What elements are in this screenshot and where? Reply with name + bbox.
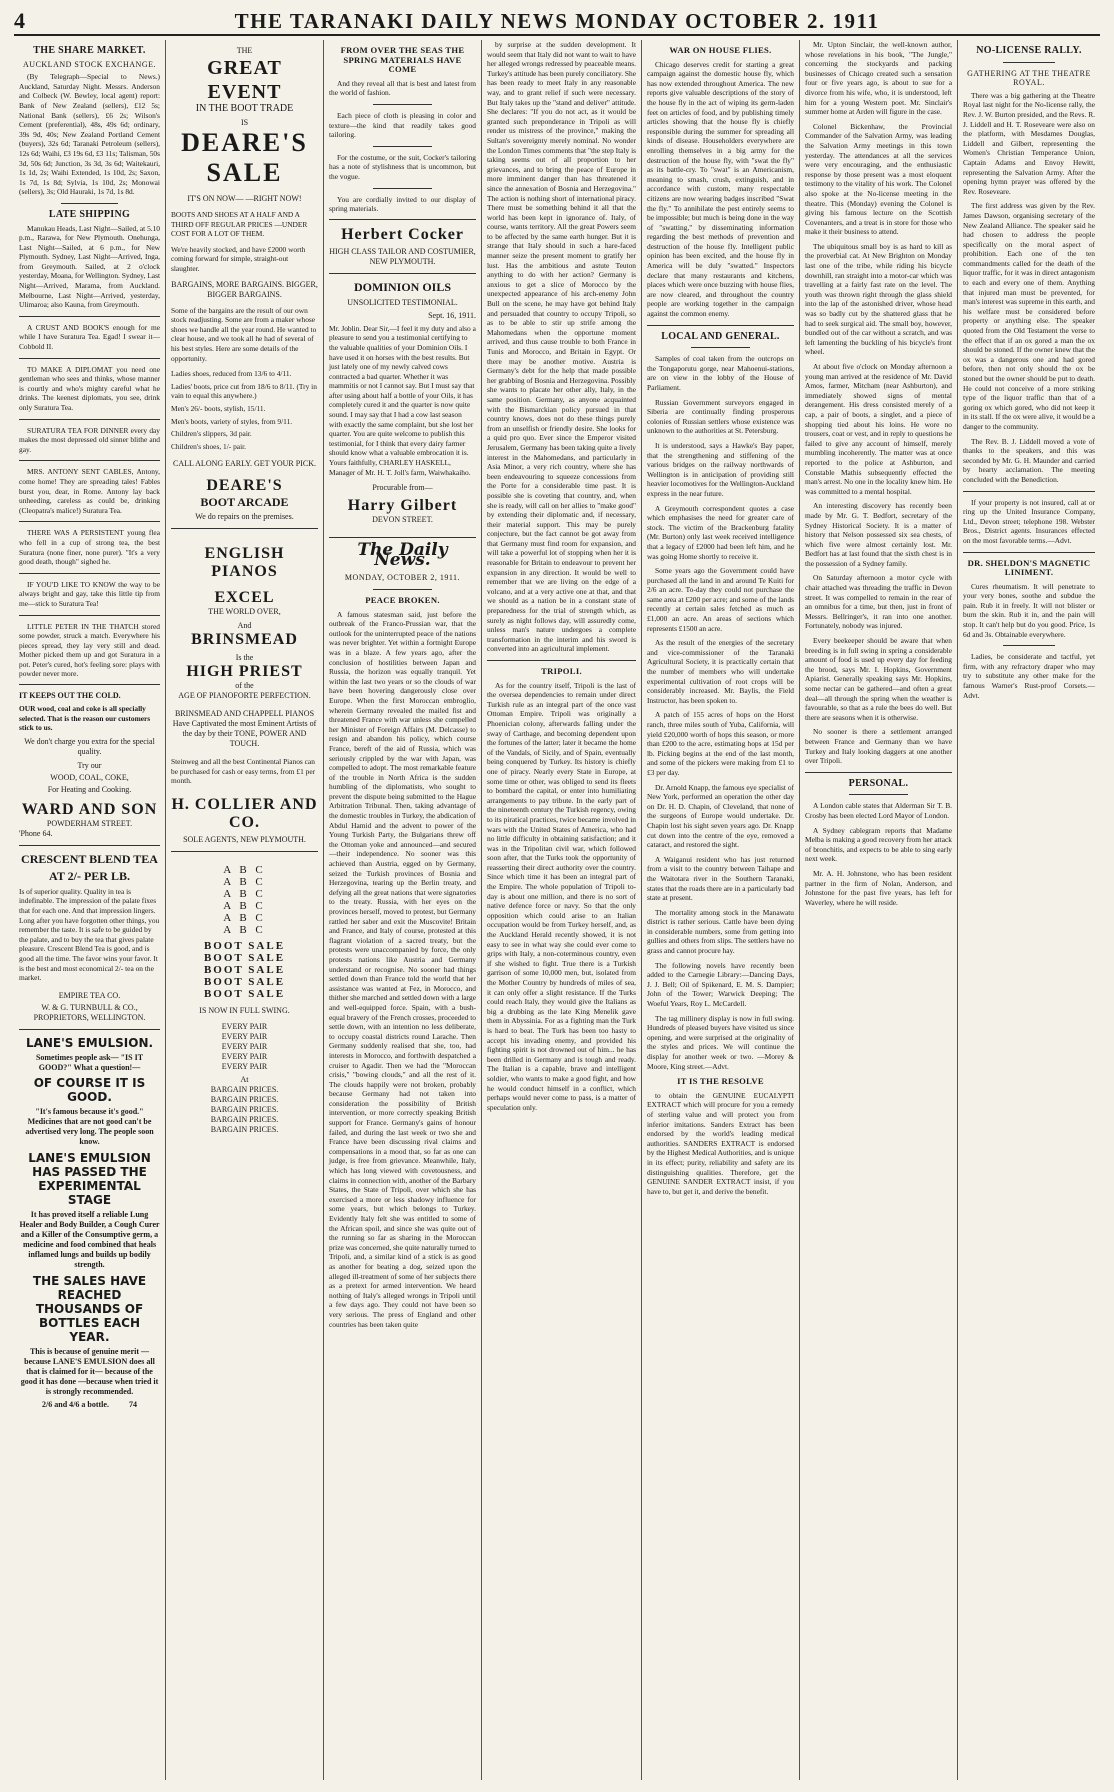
- news-item: Every beekeeper should be aware that when breeding is in full swing in spring a considerable amount of food is used up every day for feeding the brood, says Mr. I. Hopkins, Government Apiarist. Generally speaking says Mr. Hopkins, some nectar can be gathered—and often a great deal—all through the spring when the weather is favourable, so that as a rule the bees do well. But there are seasons when it is otherwise.: [805, 636, 952, 722]
- spring-p3: You are cordially invited to our display of spring materials.: [329, 194, 476, 214]
- editorial-text: A famous statesman said, just before the outbreak of the Franco-Prussian war, that the outlook for the uninterrupted peace of the nations was never brighter. Yet within a fortnight Europe was in a blaze. A few years ago, after the conclusion of hostilities between Japan and Russia, the horizon was equally tranquil. Yet within the last two years or so the clouds of war have been hovering dangerously close over Europe. When the first Moroccan embroglio, wherein Germany revealed the mailed fist and threatened France with war unless she compelled her Minister of Foreign Affairs (M. Delcasse) to resign and abandon his policy, which course France, bereft of the aid of Russia, which was seriously crippled by the war with Japan, was compelled to adopt. The most remarkable feature of the trouble in North Africa is the sudden humbling of the diplomatists, who sought to prevent the dispute being submitted to the Hague Arbitration Tribunal. Then, taking advantage of the domestic troubles in Turkey, the abdication of Abdul Hamid and the advent to power of the Young Turkish Party, the Bulgarians threw off the Ottoman yoke and announced—and secured —their independence. No sooner was this achieved than Austria, egged on by Germany, seized the Turkish provinces of Bosnia and Herzegovina, tearing up the Berlin treaty, and defying all the great nations that were signatories to the treaty. Russia, with her eyes on the provinces herself, moved to protest, but Germany rattled her saber and exit the Muscovite! Britain and France, and Italy of course, protested at this flagrant violation of a sacred treaty, but the protests were unaccompanied by force, the only protests nations like Austria and Germany understand or recognise. No sooner had things settled down than France told the world that her assistance was wanted at Fez, in Morocco, and thither she marched and settled down with a large and well-equipped force. Spain, with a bush-equal bravery of the French crosses, proceeded to settle down, with an intention no less deliberate, to occupy coastal districts round Larache. Then Germany suddenly realised that she, too, had interests in Morocco, and forthwith despatched a cruiser to Agadir. Then we had the "Moroccan crisis," "bowing clouds," and all the rest of it. The clouds happily were not broken, probably because Germany had not taken into consideration the possibility of British intervention, or more correctly speaking British support for France. Germany's gains of honour failed, and during the last week or two she and France have been discussing rival claims and compensations in a mood that, so far as one can judge, is free from grievance. Meanwhile, Italy, which has long viewed with covetousness, and claims in connection with, another of the Barbary States, the State of Tripoli, over which she has exercised a more or less shadowy influence for some years, but which belongs to Turkey. Evidently Italy felt she was entitled to some of the African spoil, and since she was quite out of the running so far as sharing in the Moroccan prize was concerned, she quite naturally turned to Tripoli, and, a similar kind of a stick is as good as another for beating a dog, seized upon the alleged ill-treatment of some of her subjects there as a pretext for armed intervention. We heard nothing of Italy's alleged wrongs in Tripoli until a few days ago. They could not have been so very serious. The press of England and other countries has been taken quite: [329, 609, 476, 1329]
- lanes-body: "It's famous because it's good." Medicines that are not good can't be advertised very long. The people soon know.: [25, 1106, 154, 1146]
- lanes-sales: THE SALES HAVE REACHED THOUSANDS OF BOTTLES EACH YEAR.: [32, 1273, 147, 1344]
- shipping-report: Manukau Heads, Last Night—Sailed, at 5.10 p.m., Rarawa, for New Plymouth. Onehunga, Last Night—Sailed, at 6 p.m., for New Plymouth. Sydney, Last Night—Arrived, Inga, from Greymouth. Sailed, at 2 o'clock yesterday, Moana, for Wellington. Sydney, Last Night—Arrived, Marama, from Auckland. Melbourne, Last Night—Arrived, yesterday, Ulimaroa; also Kauna, from Greymouth.: [19, 223, 161, 310]
- boots-half-off: BOOTS AND SHOES AT A HALF AND A THIRD OFF REGULAR PRICES —UNDER COST FOR A LOT OF THEM.: [171, 210, 308, 239]
- and-word: And: [237, 621, 252, 631]
- lanes-footer: This is because of genuine merit —because LANE'S EMULSION does all that is claimed for it— because of the good it has done —because when tried it is strongly recommended.: [20, 1346, 159, 1396]
- coal-body: OUR wood, coal and coke is all specially selected. That is the reason our customers stick to us.: [19, 704, 151, 733]
- ad-is: IS: [240, 118, 249, 127]
- sole-agents: SOLE AGENTS, NEW PLYMOUTH.: [183, 835, 306, 845]
- local-item: As the result of the energies of the secretary and vice-commissioner of the Taranaki Agricultural Society, it is practically certain that the number of members who will undertake experimental cultivation of root crops will be considerably increased. Mr. Baylis, the Field Instructor, has been spoken to.: [647, 638, 794, 705]
- news-item: At about five o'clock on Monday afternoon a young man arrived at the residence of Mr. David Amos, farmer, Mitcham (near Ashburton), and immediately showed signs of mental derangement. His dress consisted merely of a cap, a pair of boots, a singlet, and a piece of shopping tied about his loins. He wore no trousers, coat or vest, and in reply to questions he failed to give any account of himself, merely mumbling incoherently. The matter was at once reported to the police at Ashburton, and Constable Mathis subsequently effected the man's arrest. No one in the locality knew him. He was committed to a mental hospital.: [805, 362, 952, 496]
- shipping-heading: LATE SHIPPING: [48, 208, 131, 220]
- at-word: At: [240, 1075, 249, 1085]
- resolve-heading: IT IS THE RESOLVE: [677, 1076, 764, 1087]
- price-5: Children's shoes, 1/- pair.: [171, 441, 247, 451]
- crescent-tea-ad: [19, 845, 160, 1029]
- war-on-flies-heading: WAR ON HOUSE FLIES.: [669, 45, 772, 55]
- crescent-price: AT 2/- PER LB.: [49, 868, 130, 883]
- daily-news-nameplate: The Daily News.: [357, 540, 448, 570]
- deares-title: DEARE'S: [181, 128, 308, 157]
- price-1: Ladies' boots, price cut from 18/6 to 8/11. (Try in vain to equal this anywhere.): [171, 381, 317, 401]
- coal-for: For Heating and Cooking.: [47, 784, 132, 794]
- in-the-boot-trade: IN THE BOOT TRADE: [195, 103, 294, 114]
- harry-gilbert: Harry Gilbert: [347, 497, 458, 515]
- abc-5: A B C: [223, 924, 266, 937]
- local-item: Dr. Arnold Knapp, the famous eye specialist of New York, performed an operation the other day on Dr. H. D. Chapin, of Cleveland, that none of the surgeons of Europe would undertake. Dr. Chapin lost his sight seven years ago. Dr. Knapp cut down into the centre of the eye, removed a cataract, and restored the sight.: [647, 782, 794, 850]
- lanes-desc: It has proved itself a reliable Lung Healer and Body Builder, a Cough Curer and a Killer of the Consumptive germ, a medicine and food combined that heals inflamed lungs and builds up bodily strength.: [19, 1209, 160, 1269]
- personal-heading: PERSONAL.: [848, 777, 909, 789]
- corsets-ad: Ladies, be considerate and tactful, yet firm, with any refractory draper who may try to substitute any other make for the famous Warner's Rust-proof Corsets.—Advt.: [963, 652, 1095, 700]
- price-2: Men's 26/- boots, stylish, 15/11.: [171, 403, 266, 413]
- price-3: Men's boots, variety of styles, from 9/11.: [171, 416, 293, 426]
- coal-try: Try our: [77, 760, 102, 770]
- repairs: We do repairs on the premises.: [195, 512, 294, 522]
- is-the: Is the: [235, 653, 254, 663]
- news-item: Colonel Bickenhaw, the Provincial Commander of the Salvation Army, was leading the Salvation Army meetings in this town yesterday. The attendances at all the services were very encouraging, and the enthusiastic response by those present was a most eloquent testimony to the vitality of his work. The Colonel also spoke at the No-license meeting in the theatre. This (Monday) evening the Colonel is giving his famous lecture on the Scottish Covenanters, and a treat is in store for those who make it their business to attend.: [805, 121, 952, 237]
- share-market-heading: THE SHARE MARKET.: [33, 45, 146, 56]
- lanes-code: 74: [128, 1399, 137, 1409]
- lanes-price: [19, 1400, 160, 1410]
- share-market-report: (By Telegraph—Special to News.) Auckland, Saturday Night. Messrs. Anderson and Colbeck (W. Bewley, local agent) report: Bank of New Zealand (sellers), £12 5s; National Bank (sellers), £6 2s; Wilson's Cement (preferential), 48s, 49s 6d; ordinary, 39s 9d, 40s; New Zealand Portland Cement (buyers), 32s 6d; Taranaki Petroleum (sellers), 12s 6d; Waihi, £3 19s 6d, £3 11s; Talisman, 50s 3d, 50s 6d; Junction, 3s 3d, 3s 6d; Waitekauri, 1s 1d, 2s; Waihi Extended, 1s 10d, 2s; Saxon, 1s 7d, 1s 8d; Sylvia, 1s 10d, 2s; Monowai (sellers), 3s; Old Hauraki, 1s 7d, 1s 8d.: [19, 72, 160, 197]
- columns: [14, 40, 1100, 1780]
- local-item: It is understood, says a Hawke's Bay paper, that the strengthening and stiffening of the various bridges on the railway northwards of Wellington is in anticipation of providing still heavier locomotives for the Wellington-Auckland express in the near future.: [647, 440, 794, 498]
- testimonial-date: Sept. 16, 1911.: [428, 310, 476, 320]
- spring-materials-heading: FROM OVER THE SEAS THE SPRING MATERIALS HAVE COME: [340, 45, 465, 75]
- news-item: Mr. Upton Sinclair, the well-known author, whose revelations in his book, "The Jungle," concerning the stockyards and packing businesses of Chicago created such a sensation four or five years ago, is about to sue for a divorce from his wife, who, it is understood, left him for a young Western poet. Mr. Sinclair's summer home at Arden will figure in the case.: [805, 40, 952, 117]
- local-item: A Greymouth correspondent quotes a case which emphasises the need for greater care of stock. The victim of the Brackenburg fatality (Mr. Burton) only last week received intelligence that a legacy of £2000 had been left him, and he was going Home shortly to receive it.: [647, 503, 794, 561]
- collier-co: H. COLLIER AND CO.: [171, 796, 318, 832]
- tea-ad: SURATURA TEA FOR DINNER every day makes the most depressed old sinner blithe and gay.: [19, 425, 160, 454]
- bargain-prices-4: BARGAIN PRICES.: [210, 1125, 279, 1135]
- local-item: Samples of coal taken from the outcrops on the Tongaporutu gorge, near Mahoenui-stations, are on view in the lobby of the House of Parliament.: [647, 354, 794, 392]
- no-license-sub: GATHERING AT THE THEATRE ROYAL.: [967, 68, 1091, 88]
- abc-0: A B C: [223, 864, 266, 877]
- devon-street: DEVON STREET.: [372, 515, 433, 525]
- unsolicited: UNSOLICITED TESTIMONIAL.: [347, 297, 458, 307]
- news-item: The ubiquitous small boy is as hard to kill as the proverbial cat. At New Brighton on Monday last one of the tribe, while riding his bicycle downhill, ran straight into a motor-car which was travelling at a fairly fast rate on the level. The youth was thrown right through the glass shield into the lap of the astonished driver, whose head was so badly cut by the shattered glass that he had to seek surgical aid. The small boy, however, bundled out of the car without a scratch, and was left lamenting the buckling of his bicycle's front wheel.: [805, 241, 952, 357]
- issue-date: MONDAY, OCTOBER 2, 1911.: [344, 573, 461, 583]
- price-4: Children's slippers, 3d pair.: [171, 429, 252, 439]
- great-event: GREAT EVENT: [207, 57, 282, 103]
- every-pair-0: EVERY PAIR: [221, 1022, 268, 1032]
- tripoli-article: As for the country itself, Tripoli is the last of the oversea dependencies to remain under direct Turkish rule as an integral part of the once vast Ottoman Empire. Tripoli was originally a Phoenician colony, afterwards falling under the sway of Carthage, and becoming dependent upon the fortunes of the latter; later it became the home of the Vandals, of Sicily, and of Spain, eventually being conquered by Turkey. Its history is chiefly one of piracy. Nearly every State in Europe, at some time or other, was obliged to send its fleets to bombard the capital, or enter into humiliating arrangements to pay tribute. In the early part of the nineteenth century the Turkish regency, owing to its piratical practices, twice became involved in wars with the United States of America, who had no little difficulty in obtaining satisfaction; and it was in the Tripolitan civil war, which followed soon after, that the Turks took the opportunity of reasserting their direct authority over the country. Since which time it has been an integral part of the Empire. The whole population of Tripoli to-day is about one million, and there is no sort of native defence force or navy. So that the only opposition which could arise to an Italian occupation would be from Turkey herself, and, as the Auckland Herald recently showed, it is not easy to see in what way she could ever come to grips with Italy, a non-coterminous country, even if she wished to fight. True there is a Turkish garrison of some 10,000 men, but, isolated from the Mother Country by hundreds of miles of sea, it can only offer a slight resistance. If the Turks could reach Italy, they would give the Italians as big a drubbing as the late King Menelik gave them in Abyssinia. For as a fighting man the Turk is hard to beat. The Turk has been too hasty to accept his invading enemy, and provided his fighting spirit is not drowned out of him... he has been drilled in Germany and is tough and ready. The Italian is a capable, brave and intelligent soldier, who wants to make a good fight, and how he would conduct himself in a conflict, which perhaps would never come to pass, is a matter of speculation only.: [487, 680, 636, 1112]
- coal-items: WOOD, COAL, COKE,: [50, 772, 129, 782]
- steinweg: Steinweg and all the best Continental Pianos can be purchased for cash or easy terms, from £1 per month.: [171, 757, 316, 786]
- heavily-stocked: We're heavily stocked, and have £2000 worth coming forward for simple, straight-out slaughter.: [171, 244, 306, 273]
- column-3: [324, 40, 482, 1780]
- boot-sale-2: BOOT SALE: [203, 964, 286, 977]
- deares-arcade: DEARE'S: [206, 477, 283, 495]
- ad-the: THE: [236, 46, 253, 55]
- abc-boot-sale-ad: [171, 851, 318, 1141]
- bargain-prices-3: BARGAIN PRICES.: [210, 1115, 279, 1125]
- lanes-price-text: 2/6 and 4/6 a bottle.: [42, 1399, 109, 1409]
- rally-p2: The first address was given by the Rev. James Dawson, organising secretary of the New Zealand Alliance. The speaker said he had chosen to address the people specifically on the moral aspect of prohibition. Each one of the ten commandments called for the death of the liquor traffic, for it was in direct antagonism to each and every one of them. Anything that injured man must be prevented, for man's interest was supreme in this earth, and his welfare must be considered before property or anything else. The speaker quoted from the Old Testament the verse to the effect that if an ox gored a man the ox should be stoned. If the owner knew that the ox was a dangerous one and had gored before, then not only should the ox be stoned but the owner should be put to death. He could not conceive of a more striking type of the liquor traffic than that of a goring ox which gored, who did not keep it in its stall. If the ox were alive, it would be a danger to the community.: [963, 201, 1095, 431]
- magnetic-liniment-heading: DR. SHELDON'S MAGNETIC LINIMENT.: [967, 557, 1091, 578]
- stock-exchange-subheading: AUCKLAND STOCK EXCHANGE.: [23, 59, 156, 69]
- abc-1: A B C: [223, 876, 266, 889]
- spring-p1: Each piece of cloth is pleasing in color and texture—the kind that readily takes good tailoring.: [329, 110, 476, 140]
- abc-3: A B C: [223, 900, 266, 913]
- resolve-ad: to obtain the GENUINE EUCALYPTI EXTRACT which will procure for you a remedy of sterling value and will protect you from inferior imitations. Sanders Extract has been endorsed by the world's leading medical authorities. SANDERS EXTRACT is endorsed by the Highest Medical Authorities, and is unique in its effect; purity, reliability and safety are its distinguishing qualities. Therefore, get the GENUINE SANDER EXTRACT insist, if you have to, but get it, and derive the benefit.: [647, 1090, 794, 1196]
- column-6: [800, 40, 958, 1780]
- news-item: An interesting discovery has recently been made by Mr. G. T. Bedfort, secretary of the Sydney Historical Society. It is a matter of history that Nelson possessed six sea chests, of which five were almost certainly lost. Mr. Bedfort has at last found that the sixth chest is in the possession of a Sydney family.: [805, 501, 952, 568]
- local-general-heading: LOCAL AND GENERAL.: [661, 330, 780, 342]
- column-1: [14, 40, 166, 1780]
- excel: EXCEL: [214, 589, 275, 607]
- ward-street: POWDERHAM STREET.: [46, 818, 133, 828]
- dominion-oils-ad: [329, 273, 476, 532]
- news-item: No sooner is there a settlement arranged between France and Germany than we have Turkey and Italy looking daggers at one another over Tripoli.: [805, 727, 952, 766]
- ward-and-son: WARD AND SON: [21, 800, 158, 818]
- rally-p1: There was a big gathering at the Theatre Royal last night for the No-license rally, the Rev. J. W. Burton presided, and the Revs. R. J. Liddell and H. T. Roseveare were also on the platform, with Mesdames Douglas, Liddell and Gilbert, representing the Women's Christian Temperance Union, Captain Adams and Envoy Hewitt, representing the Salvation Army. After the opening hymn prayer was offered by the Rev. Roseveare.: [963, 90, 1095, 196]
- coal-side-text: IT KEEPS OUT THE COLD.: [19, 691, 121, 701]
- price-0: Ladies shoes, reduced from 13/6 to 4/11.: [171, 369, 292, 379]
- personal-item: Mr. A. H. Johnstone, who has been resident partner in the firm of Nolan, Anderson, and Johnstone for the past five years, has left for Waverley, where he will reside.: [805, 868, 952, 907]
- every-pair-4: EVERY PAIR: [221, 1062, 268, 1072]
- ward-phone: 'Phone 64.: [19, 828, 53, 838]
- local-item: The tag millinery display is now in full swing. Hundreds of pleased buyers have visited us since opening, and were surprised at the originality of the styles and prices. We will continue the display for another week or two. —Morey & Moore, King street.—Advt.: [647, 1013, 794, 1071]
- local-item: Russian Government surveyors engaged in Siberia are continually finding prosperous colonies of Russian settlers whose existence was unknown to the authorities at St. Petersburg.: [647, 397, 794, 436]
- tea-ad: A CRUST AND BOOK'S enough for me while I have Suratura Tea. Egad! I swear it—Cobbold II.: [19, 322, 160, 352]
- tea-ad: MRS. ANTONY SENT CABLES, Antony, come home! They are spreading tales! Fables burst you, dear, in Rome. Antony lay back unheeding, careless as could be, drinking (Cleopatra's malice!) Suratura Tea.: [19, 467, 160, 515]
- brinsmead-chappell: BRINSMEAD AND CHAPPELL PIANOS Have Captivated the most Eminent Artists of the day by their TONE, POWER AND TOUCH.: [172, 709, 317, 749]
- news-item: On Saturday afternoon a motor cycle with chair attached was threading the traffic in Devon street. It was compelled to remain in the rear of an omnibus for a time, but then, just in front of Messrs. Bellringer's, it ran into one another. Fortunately, nobody was injured.: [805, 573, 952, 631]
- tripoli-heading: TRIPOLI.: [541, 666, 582, 676]
- cocker-ad: [329, 219, 476, 273]
- editorial-continued: by surprise at the sudden development. It would seem that Italy did not want to wait to have her alleged wrongs redressed by peaceable means. Turkey's attitude has been purely conciliatory. She has been ready to meet Italy in any reasonable way, and to grant relief if such were necessary. But Italy takes up the "stand and deliver" attitude. She declares: "If you do not act, as it would be granted such preponderance in Tripoli as will render us mistress of the province," making the Sultan's sovereignty merely nominal. No wonder the London Times comments that "the step Italy is taking seems out of all proportion to her grievances, and to bring the peace of Europe in more imminent danger than has threatened it since the annexation of Bosnia and Herzegovina." The action is nothing short of international piracy. There must be something behind it all that the world has been kept in ignorance of. Italy, of course, wants territory. All the great Powers seem to be affected by the same earth hunger. But it is strange that Italy should in such a hare-faced manner seize the present moment to gratify her lust. Has the ambitious and astute Teuton anything to do with her action? Germany is anxious to get a slice of Morocco by the unexpected appearance of his arch-enemy John Bull on the scene, he may have got behind Italy and persuaded that country to occupy Tripoli, so as to be able to stir up strife among the Mahomedans when the opportune moment arrived, and thus cause trouble to both France in Tunis and Morocco, and Britain in Egypt. Or there may be another motive. Austria is Germany's debt for the help that made possible her grabbing of Bosnia and Herzegovina. Possibly she wants to placate her other ally, Italy, in the same position. Germany, as anyone acquainted with the Bismarckian policy pursued in that country knows, does not do these things purely from an unselfish or friendly desire. She looks for a quid pro quo. Ever since the Emperor visited Jerusalem, Germany has been taking quite a lively interest in the Mahomedans, and particularly in Asia Minor, a very rich country, where she has been endeavouring to squeeze concessions from the Porte for a considerable time past. It is possible she is coveting that country, and, when she is ready, will call on her allies to "make good" by extending their diplomatic and, if necessary, their material support. This may be purely conjecture, but the fact cannot be got away from that Germany must find room for expansion, and will take a powerful lot of stopping when her it is reasonable for Britain to endeavour to prevent her expansion in any direction. It would be well to remember that we are living on the edge of a volcano, and at a very active one at that, and that we should as a nation be in a constant state of preparedness for the trial of strength which, as surely as night follows day, will assuredly come, unless man's nature undergoes a complete transformation in the interim and his sword is converted into an agricultural implement.: [487, 40, 636, 654]
- local-item: Some years ago the Government could have purchased all the land in and around Te Kuiti for 2/6 an acre. To-day they could not purchase the same area at £200 per acre; and some of the lands recently at certain sales fetched as much as £1,000 an acre. An areas of sections which represents £1500 an acre.: [647, 566, 794, 633]
- boot-sale-4: BOOT SALE: [203, 988, 286, 1001]
- coal-line: We don't charge you extra for the special quality.: [24, 736, 155, 756]
- dominion-oils: DOMINION OILS: [353, 279, 451, 294]
- pianos-ad: [171, 528, 318, 851]
- empire-tea: EMPIRE TEA CO.: [58, 990, 121, 1000]
- crescent-title: CRESCENT BLEND TEA: [21, 851, 158, 866]
- high-priest: HIGH PRIEST: [186, 663, 303, 681]
- peace-broken-heading: PEACE BROKEN.: [365, 595, 440, 605]
- herbert-cocker: Herbert Cocker: [341, 225, 464, 243]
- tea-ad: LITTLE PETER IN THE THATCH stored some powder, struck a match. Everywhere his pieces spread, they lay very still and dead. Mother picked them up and got Suratura in a pot. Peter's cured, hot's feeling sore: plays with powder never more.: [19, 621, 160, 679]
- boot-sale-0: BOOT SALE: [203, 940, 286, 953]
- now-in-full-swing: IS NOW IN FULL SWING.: [199, 1006, 290, 1016]
- its-on-now: IT'S ON NOW— —RIGHT NOW!: [187, 194, 302, 203]
- abc-4: A B C: [223, 912, 266, 925]
- deares-sale-ad: [171, 40, 318, 528]
- column-2: [166, 40, 324, 1780]
- lanes-answer: OF COURSE IT IS GOOD.: [33, 1075, 146, 1104]
- newspaper-title: THE TARANAKI DAILY NEWS MONDAY OCTOBER 2. 1911: [234, 8, 880, 33]
- sale-title: SALE: [206, 158, 283, 187]
- magnetic-liniment: Cures rheumatism. It will penetrate to your very bones, soothe and subdue the pain. Rub it in freely. It will not blister or burn the skin. Rub it in, and the pain will stop. It can't help but do you good. Price, 1s 6d and 3s. Obtainable everywhere.: [963, 581, 1095, 639]
- brinsmead: BRINSMEAD: [191, 631, 298, 649]
- page-number: 4: [14, 8, 25, 33]
- local-item: A patch of 155 acres of hops on the Horst ranch, three miles south of Yuba, California, will yield £20,000 worth of hops this season, or more than £200 to the acre, estimating hops at 15d per lb. Picking begins at the end of the last month, and some of the pickers were making from £1 to £3 per day.: [647, 710, 794, 777]
- masthead: [14, 8, 1100, 36]
- bargain-prices-1: BARGAIN PRICES.: [210, 1095, 279, 1105]
- every-pair-3: EVERY PAIR: [221, 1052, 268, 1062]
- insurance-ad: If your property is not insured, call at or ring up the United Insurance Company, Ltd., Devon street; telephone 198. Webster Bros., District agents. Insurances effected on the most favorable terms.—Advt.: [963, 497, 1095, 545]
- boot-sale-3: BOOT SALE: [203, 976, 286, 989]
- local-item: The mortality among stock in the Manawatu district is rather serious. Cattle have been dying in considerable numbers, some from getting into gullies and others from slips. The settlers have no grass and cannot procure hay.: [647, 907, 794, 956]
- spring-intro: And they reveal all that is best and latest from the world of fashion.: [329, 78, 476, 98]
- lanes-emulsion-ad: [19, 1029, 160, 1416]
- cocker-sub: HIGH CLASS TAILOR AND COSTUMIER, NEW PLYMOUTH.: [329, 246, 476, 266]
- column-4: [482, 40, 642, 1780]
- column-5: [642, 40, 800, 1780]
- lanes-passed: LANE'S EMULSION HAS PASSED THE EXPERIMENTAL STAGE: [28, 1150, 151, 1207]
- personal-item: A London cable states that Alderman Sir T. B. Crosby has been elected Lord Mayor of London.: [805, 801, 952, 820]
- local-item: A Waiganui resident who has just returned from a visit to the country between Taihape and the Waitotara river in the Southern Taranaki, states that the roads there are in a particularly bad state at present.: [647, 854, 794, 903]
- local-item: The following novels have recently been added to the Carnegie Library:—Dancing Days, J. J. Bell; Oil of Spikenard, E. M. S. Dampier; John of the Tower; Warwick Deeping; The Woeful Years, Roy L. McCardell.: [647, 960, 794, 1009]
- abc-2: A B C: [223, 888, 266, 901]
- every-pair-1: EVERY PAIR: [221, 1032, 268, 1042]
- empire-props: W. & G. TURNBULL & CO., PROPRIETORS, WELLINGTON.: [33, 1002, 146, 1022]
- no-license-heading: NO-LICENSE RALLY.: [976, 45, 1082, 56]
- testimonial-letter: Mr. Joblin. Dear Sir,—I feel it my duty and also a pleasure to send you a testimonial certifying to the valuable qualities of your Dominion Oils. I have used it on horses with the best results. But just lately one of my newly calved cows contracted a bad quarter. Whether it was mammitis or not I cannot say. But I must say that after using about half a bottle of your Oils, it has completely cured it and the quarter is now quite sound. I may say that I had a cow last season with exactly the same complaint, but she lost her quarter. You are quite welcome to publish this testimonial, for I think that every dairy farmer should know what a valuable embrocation it is. Yours faithfully, CHARLEY HASKELL, Manager of Mr. H. T. Joll's farm, Waiwhakaiho.: [329, 323, 476, 477]
- column-7: [958, 40, 1100, 1780]
- bargains: BARGAINS, MORE BARGAINS. BIGGER, BIGGER BARGAINS.: [171, 279, 318, 299]
- bargain-prices-0: BARGAIN PRICES.: [210, 1085, 279, 1095]
- coal-ad: [19, 684, 160, 845]
- english-pianos: ENGLISH PIANOS: [204, 545, 285, 581]
- spring-p2: For the costume, or the suit, Cocker's tailoring has a note of stylishness that is uncommon, but the vogue.: [329, 152, 476, 181]
- crescent-body: Is of superior quality. Quality in tea is indefinable. The impression of the palate fixes that for each one. And that impression lingers. Long after you have forgotten other things, you remember the taste. It is safe to be guided by the palate, and to buy the tea that gives palate pleasure. Crescent Blend Tea is good, and is good all the time. The favor wins your favor. It is the best and most economical 2/- tea on the market.: [19, 886, 160, 983]
- every-pair-2: EVERY PAIR: [221, 1042, 268, 1052]
- bargain-prices-2: BARGAIN PRICES.: [210, 1105, 279, 1115]
- tea-ad: TO MAKE A DIPLOMAT you need one gentleman who sees and thinks, whose manner is courtly and who's mighty careful what he drinks. The keenest diplomats, you see, drink only Suratura Tea.: [19, 364, 160, 412]
- age-pianoforte: AGE OF PIANOFORTE PERFECTION.: [178, 691, 311, 701]
- personal-item: A Sydney cablegram reports that Madame Melba is making a good recovery from her attack of bronchitis, and expects to be able to sing early next week.: [805, 825, 952, 864]
- boot-sale-1: BOOT SALE: [203, 952, 286, 965]
- tea-ad: IF YOU'D LIKE TO KNOW the way to be always bright and gay, take this little tip from me—stick to Suratura Tea!: [19, 579, 160, 608]
- procurable: Procurable from—: [372, 483, 433, 493]
- lanes-title: LANE'S EMULSION.: [25, 1035, 154, 1050]
- flies-article: Chicago deserves credit for starting a great campaign against the domestic house fly, which has now extended throughout America. The new reports give valuable descriptions of the story of the house fly in the act of wiping its germ-laden feet on articles of food, and by publishing timely articles showing that the house fly is chiefly responsible during the summer for spreading all kinds of disease. Householders everywhere are enrolling themselves in a big army for the destruction of the house fly, with "swat the fly" as its battle-cry. To "swat" is an Americanism, meaning to smash, crush, extinguish, and in accordance with custom, many respectable citizens are now wearing badges inscribed "Swat the fly." To annihilate the pest entirely seems to be impossible; but much is being done in the way of "swatting," by disseminating information regarding the best methods of prevention and destruction of the house fly. Intelligent public opinion has been excited, and the house fly in America will be duly "swatted." Inspectors declare that many restaurants and kitchens, places which were once buzzing with house flies, are now cleared, and throughout the country people are working together in the campaign against the common enemy.: [647, 59, 794, 319]
- of-the: of the: [235, 681, 254, 691]
- tea-ad: THERE WAS A PERSISTENT young flea who fell in a cup of strong tea, the best Suratura (none finer, none purer). "It's a very good death, though" sighed he.: [19, 528, 160, 567]
- world-over: THE WORLD OVER,: [208, 607, 281, 617]
- boot-arcade: BOOT ARCADE: [200, 495, 289, 510]
- lanes-question: Sometimes people ask— "IS IT GOOD?" What a question!—: [35, 1052, 144, 1072]
- call-early: CALL ALONG EARLY. GET YOUR PICK.: [173, 459, 316, 469]
- rally-p3: The Rev. B. J. Liddell moved a vote of thanks to the speakers, and this was seconded by Mr. G. H. Maunder and carried by hearty acclamation. The meeting concluded with the Benediction.: [963, 436, 1095, 484]
- bargains-body: Some of the bargains are the result of our own stock readjusting. Some are from a maker whose shoes we handle all the year round. He wanted to clear house, and we took all he had of several of his best styles. Here are some details of the opportunity.: [171, 305, 317, 363]
